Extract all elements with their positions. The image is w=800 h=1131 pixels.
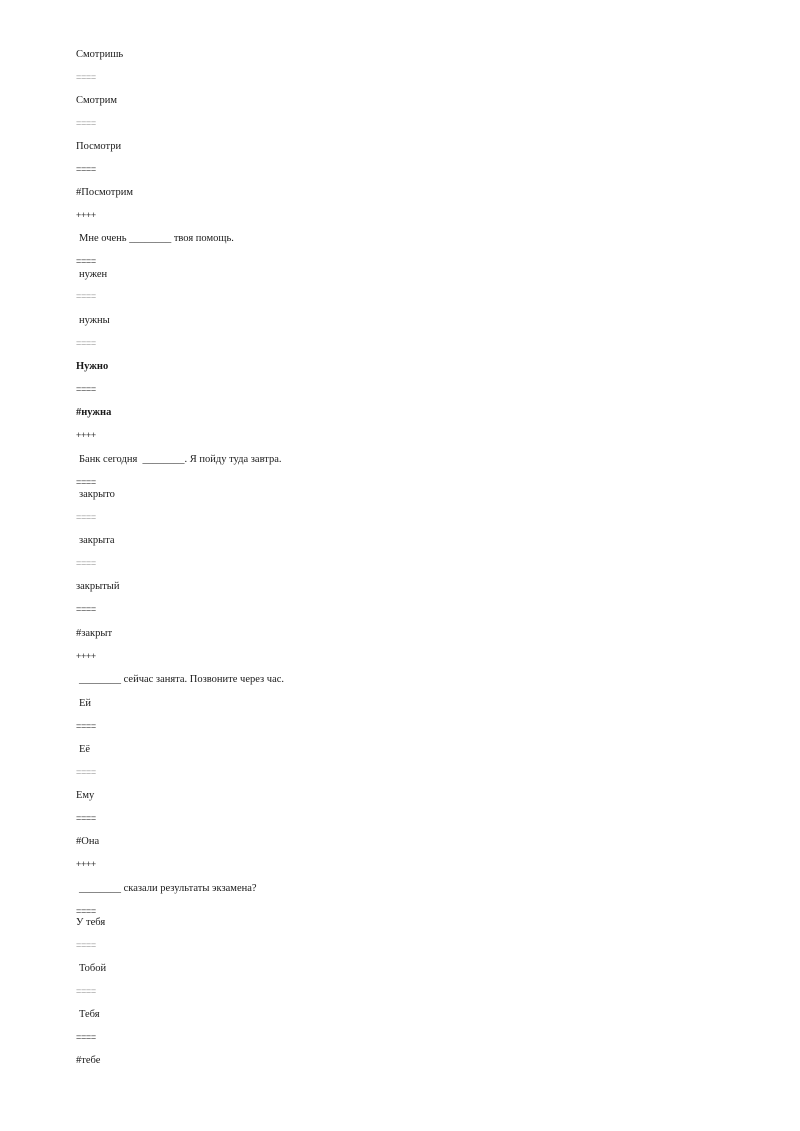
option-text: закрыта xyxy=(79,535,115,546)
correct-answer: #закрыт xyxy=(76,628,113,639)
option-text: закрыто xyxy=(79,489,115,500)
option-separator: ==== xyxy=(76,291,96,301)
option-separator: ==== xyxy=(76,604,96,614)
option-separator: ==== xyxy=(76,940,96,950)
correct-answer: #нужна xyxy=(76,407,112,418)
option-separator: ==== xyxy=(76,1032,96,1042)
option-separator: ==== xyxy=(76,767,96,777)
option-separator: ==== xyxy=(76,986,96,996)
option-separator: ==== xyxy=(76,118,96,128)
question-text: ________ сейчас занята. Позвоните через час. xyxy=(79,674,285,685)
question-text: Мне очень ________ твоя помощь. xyxy=(79,233,234,244)
correct-answer: #тебе xyxy=(76,1055,101,1066)
option-text: Тобой xyxy=(79,963,107,974)
option-text: Ему xyxy=(76,790,95,801)
question-separator: ++++ xyxy=(76,859,96,869)
option-text: нужны xyxy=(79,315,110,326)
question-text: Банк сегодня ________. Я пойду туда завтра. xyxy=(79,454,282,465)
option-separator: ==== xyxy=(76,813,96,823)
question-separator: ++++ xyxy=(76,430,96,440)
option-separator: ==== xyxy=(76,721,96,731)
option-text: Её xyxy=(79,744,91,755)
option-separator: ==== xyxy=(76,164,96,174)
option-separator: ==== xyxy=(76,906,96,916)
correct-answer: #Посмотрим xyxy=(76,187,133,198)
option-text: Тебя xyxy=(79,1009,100,1020)
option-text: закрытый xyxy=(76,581,120,592)
option-text: У тебя xyxy=(76,917,106,928)
option-separator: ==== xyxy=(76,256,96,266)
question-separator: ++++ xyxy=(76,210,96,220)
option-separator: ==== xyxy=(76,477,96,487)
question-text: ________ сказали результаты экзамена? xyxy=(79,883,257,894)
option-text: Смотришь xyxy=(76,49,124,60)
option-separator: ==== xyxy=(76,512,96,522)
option-separator: ==== xyxy=(76,384,96,394)
option-text: Посмотри xyxy=(76,141,122,152)
option-separator: ==== xyxy=(76,338,96,348)
option-text: Ей xyxy=(79,698,92,709)
option-text: нужен xyxy=(79,269,108,280)
option-separator: ==== xyxy=(76,72,96,82)
correct-answer: #Она xyxy=(76,836,100,847)
option-separator: ==== xyxy=(76,558,96,568)
question-separator: ++++ xyxy=(76,651,96,661)
option-text: Нужно xyxy=(76,361,109,372)
option-text: Смотрим xyxy=(76,95,117,106)
